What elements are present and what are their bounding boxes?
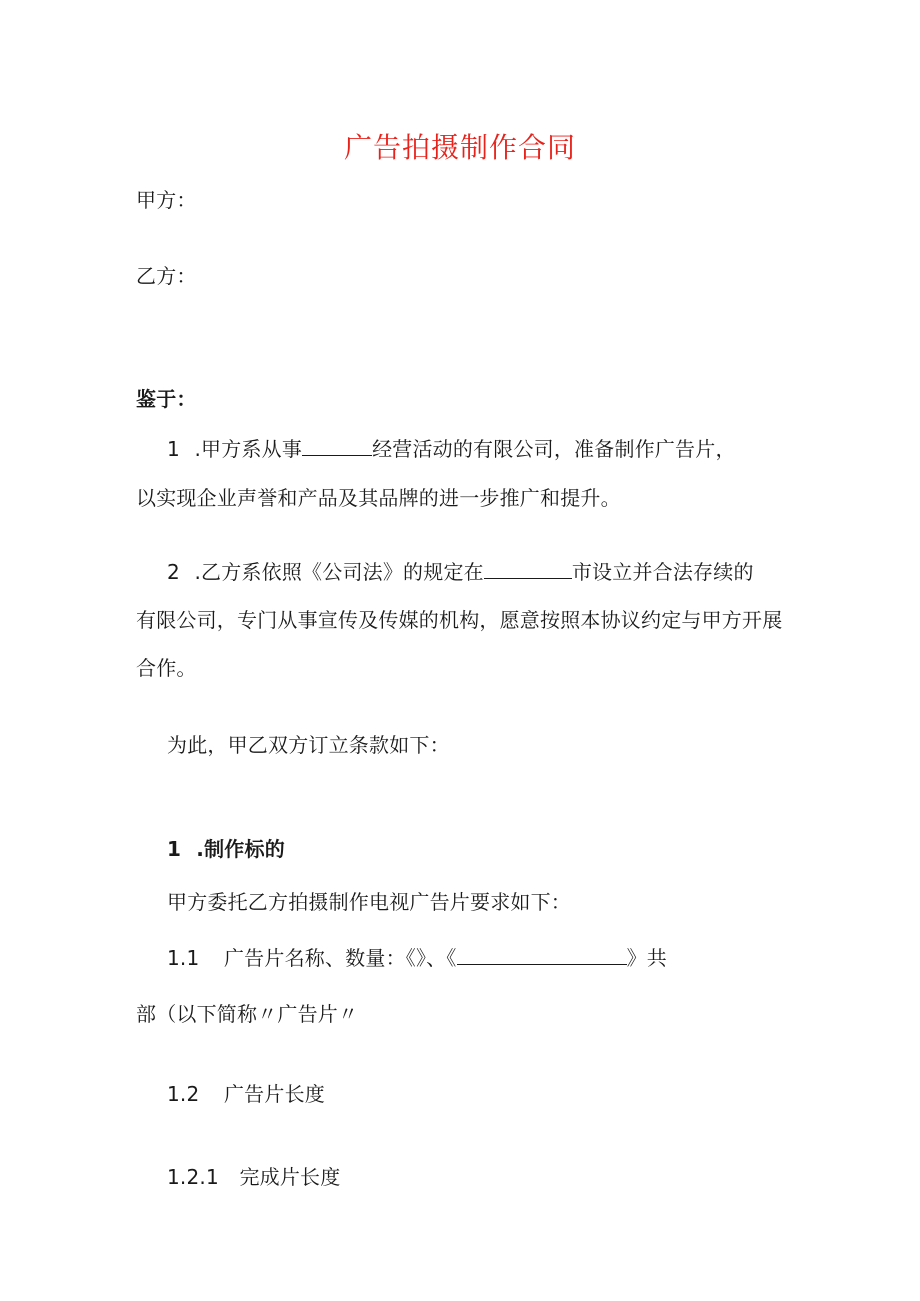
clause-1-line-2: 以实现企业声誉和产品及其品牌的进一步推广和提升。: [136, 486, 621, 510]
clause-2-text-pre: .乙方系依照《公司法》的规定在: [194, 560, 484, 584]
agreement-statement: 为此，甲乙双方订立条款如下：: [167, 733, 450, 757]
party-b-label: 乙方：: [136, 264, 197, 288]
clause-1-text-pre: .甲方系从事: [194, 437, 303, 461]
item-1-2-1: [167, 1163, 340, 1191]
item-1-1-text-post: 》共: [626, 946, 667, 970]
clause-1-line-1: [167, 435, 736, 463]
clause-2-line-3: 合作。: [136, 656, 197, 680]
item-1-1-blank: [457, 946, 627, 965]
clause-2-line-2: 有限公司，专门从事宣传及传媒的机构，愿意按照本协议约定与甲方开展: [136, 608, 783, 632]
document-title: 广告拍摄制作合同: [343, 131, 576, 164]
clause-1-number: 1: [167, 437, 180, 461]
item-1-2-number: 1.2: [167, 1082, 200, 1106]
item-1-1-line-2: 部（以下简称〃广告片〃: [136, 1002, 359, 1026]
clause-2-blank: [484, 560, 572, 579]
item-1-1-line-1: [167, 944, 667, 972]
section-1-heading: [167, 835, 285, 863]
item-1-2: [167, 1080, 325, 1108]
item-1-2-text: 广告片长度: [223, 1082, 325, 1106]
clause-2-line-1: [167, 558, 754, 586]
whereas-heading: 鉴于：: [136, 387, 197, 411]
clause-1-blank: [302, 437, 372, 456]
item-1-2-1-number: 1.2.1: [167, 1165, 219, 1189]
section-1-number: 1: [167, 837, 182, 861]
clause-1-text-post: 经营活动的有限公司，准备制作广告片，: [372, 437, 736, 461]
item-1-1-text-pre: 广告片名称、数量：《》、《: [223, 946, 457, 970]
section-1-intro: 甲方委托乙方拍摄制作电视广告片要求如下：: [167, 890, 571, 914]
clause-2-number: 2: [167, 560, 180, 584]
section-1-title: .制作标的: [196, 837, 285, 861]
clause-2-text-post: 市设立并合法存续的: [571, 560, 754, 584]
item-1-2-1-text: 完成片长度: [239, 1165, 341, 1189]
item-1-1-number: 1.1: [167, 946, 200, 970]
party-a-label: 甲方：: [136, 188, 197, 212]
